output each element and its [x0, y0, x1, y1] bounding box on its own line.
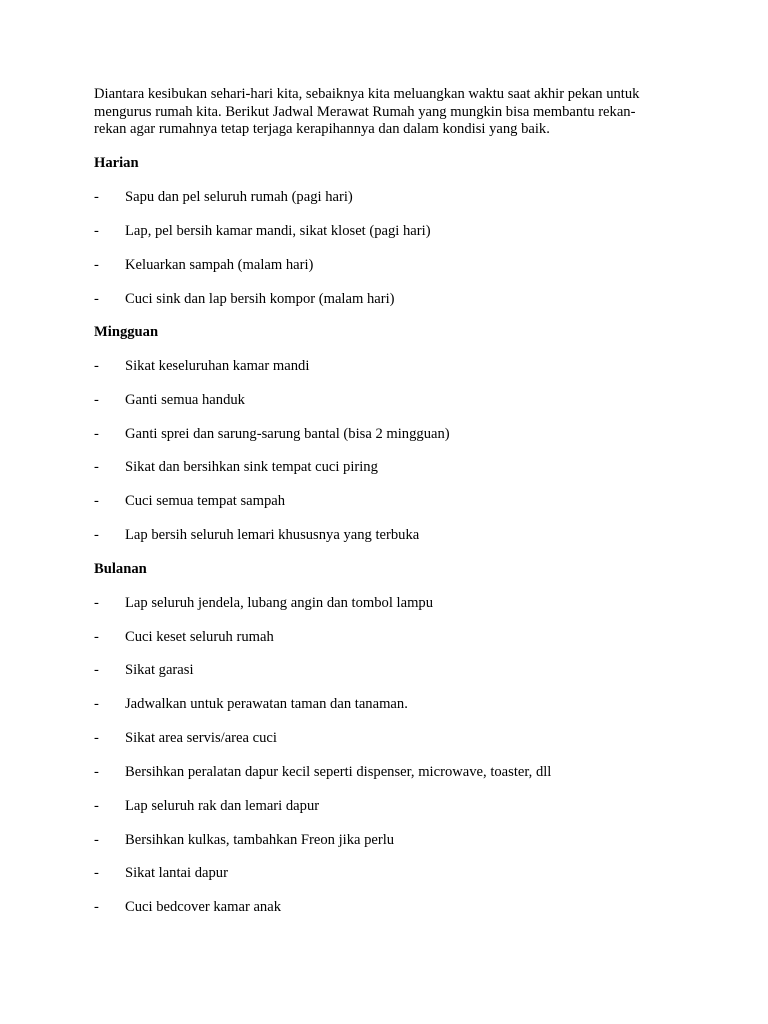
bullet-dash: -	[94, 730, 99, 746]
list-item-text: Sapu dan pel seluruh rumah (pagi hari)	[125, 189, 353, 205]
intro-line: rekan agar rumahnya tetap terjaga kerapihannya dan dalam kondisi yang baik.	[94, 121, 550, 137]
list-item-text: Ganti semua handuk	[125, 392, 245, 408]
list-item-text: Cuci semua tempat sampah	[125, 493, 286, 509]
bullet-dash: -	[94, 459, 99, 475]
list-item-text: Cuci bedcover kamar anak	[125, 899, 281, 915]
bullet-dash: -	[94, 358, 99, 374]
list-item-text: Sikat garasi	[125, 662, 194, 678]
intro-paragraph	[94, 86, 679, 139]
bullet-dash: -	[94, 189, 99, 205]
list-item-text: Lap bersih seluruh lemari khususnya yang terbuka	[125, 527, 420, 543]
bullet-dash: -	[94, 899, 99, 915]
list-item-text: Keluarkan sampah (malam hari)	[125, 257, 314, 273]
bullet-dash: -	[94, 798, 99, 814]
list-item-text: Sikat dan bersihkan sink tempat cuci piring	[125, 459, 378, 475]
list-item-text: Lap seluruh rak dan lemari dapur	[125, 798, 320, 814]
list-item-text: Bersihkan peralatan dapur kecil seperti dispenser, microwave, toaster, dll	[125, 764, 552, 780]
bullet-dash: -	[94, 223, 99, 239]
intro-line: mengurus rumah kita. Berikut Jadwal Merawat Rumah yang mungkin bisa membantu rekan-	[94, 103, 636, 120]
list-item-text: Sikat area servis/area cuci	[125, 730, 277, 746]
list-item-text: Ganti sprei dan sarung-sarung bantal (bisa 2 mingguan)	[125, 426, 450, 442]
list-item-text: Cuci sink dan lap bersih kompor (malam hari)	[125, 291, 395, 307]
list-item-text: Jadwalkan untuk perawatan taman dan tanaman.	[125, 696, 408, 712]
section-heading-harian: Harian	[94, 155, 139, 171]
section-heading-mingguan: Mingguan	[94, 324, 159, 340]
intro-line: Diantara kesibukan sehari-hari kita, sebaiknya kita meluangkan waktu saat akhir pekan untuk	[94, 86, 640, 102]
bullet-dash: -	[94, 696, 99, 712]
list-item-text: Lap seluruh jendela, lubang angin dan tombol lampu	[125, 595, 434, 611]
bullet-dash: -	[94, 662, 99, 678]
list-item-text: Lap, pel bersih kamar mandi, sikat kloset (pagi hari)	[125, 223, 431, 239]
bullet-dash: -	[94, 527, 99, 543]
bullet-dash: -	[94, 426, 99, 442]
list-item-text: Sikat keseluruhan kamar mandi	[125, 358, 310, 374]
bullet-dash: -	[94, 392, 99, 408]
bullet-dash: -	[94, 629, 99, 645]
bullet-dash: -	[94, 257, 99, 273]
bullet-dash: -	[94, 595, 99, 611]
bullet-dash: -	[94, 291, 99, 307]
bullet-dash: -	[94, 493, 99, 509]
bullet-dash: -	[94, 832, 99, 848]
section-heading-bulanan: Bulanan	[94, 561, 147, 577]
bullet-dash: -	[94, 865, 99, 881]
list-item-text: Bersihkan kulkas, tambahkan Freon jika perlu	[125, 832, 395, 848]
bullet-dash: -	[94, 764, 99, 780]
list-item-text: Cuci keset seluruh rumah	[125, 629, 274, 645]
list-item-text: Sikat lantai dapur	[125, 865, 228, 881]
